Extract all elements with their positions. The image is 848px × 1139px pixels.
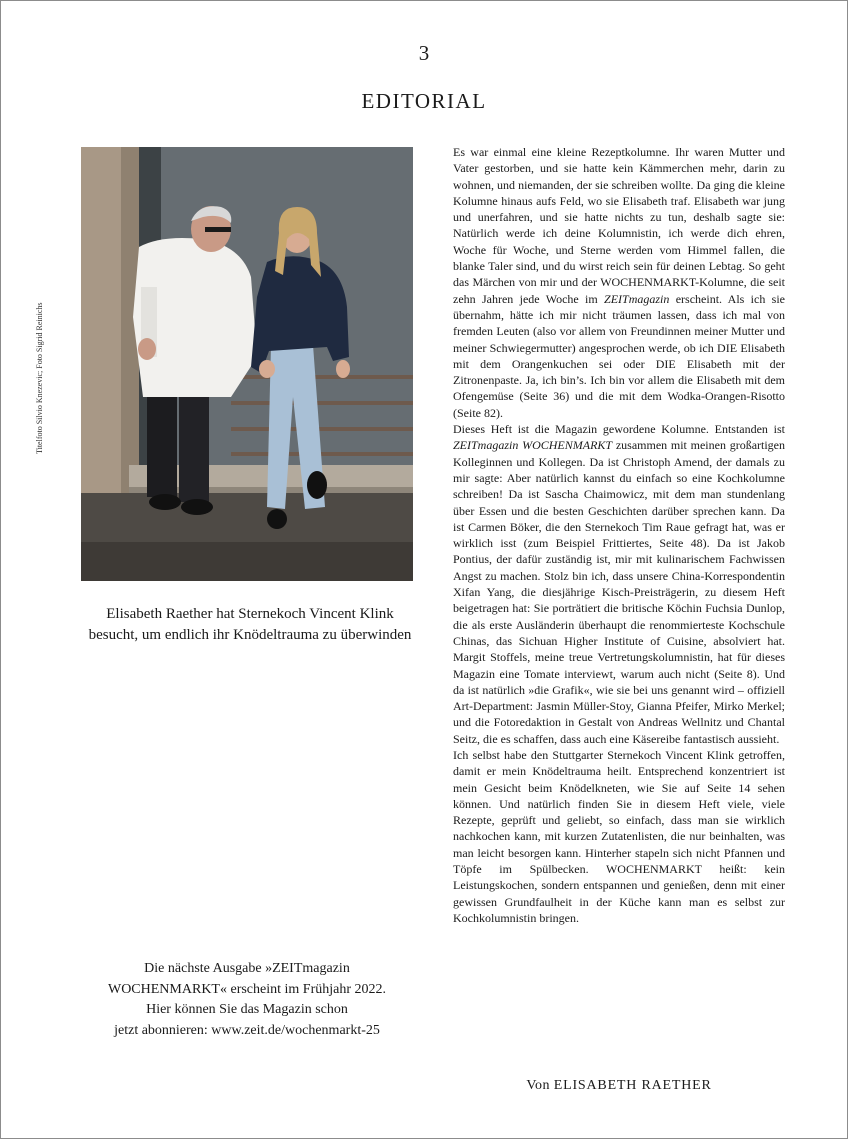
body-text-run: Dieses Heft ist die Magazin gewordene Kolumne. Entstanden ist [453, 422, 785, 437]
body-paragraph: Ich selbst habe den Stuttgarter Sternekoch Vincent Klink getroffen, damit er mein Knödeltrauma heilt. Entsprechend konzentriert ist mein Gesicht beim Knödelkneten, wie Sie auf Seite 14 sehen können. Und natürlich finden Sie in diesem Heft viele, viele Rezepte, geprüft und geliebt, so einfach, dass man sie wirklich nachkochen kann, mit kurzen Zutatenlisten, die nur beinhalten, was man leicht besorgen kann. Hinterher stapeln sich nicht Pfannen und Töpfe im Spülbecken. WOCHENMARKT heißt: kein Leistungskochen, sondern entspannen und genießen, denn mit einer gewissen Grundfaulheit in der Küche kann man es selbst zur Kochkolumnistin bringen. [453, 747, 785, 925]
notice-line: Hier können Sie das Magazin schon [146, 1002, 348, 1017]
next-issue-notice [81, 959, 413, 1041]
body-text-run: erscheint. Als ich sie übernahm, hätte ich mir nicht träumen lassen, dass ich mal von fremden Leuten (also vor allem von Freundinnen meiner Mutter und meiner Schwiegermutter) angesprochen werde, ob ich DIE Elisabeth mit dem Orangenkuchen sei oder DIE Elisabeth mit der Zitronenpaste. Ja, ich bin’s. Ich bin vor allem die Elisabeth mit dem Ofengemüse (Seite 36) und die mit dem Wodka-Orangen-Risotto (Seite 82). [453, 291, 785, 420]
magazine-name: ZEITmagazin WOCHENMARKT [453, 438, 613, 453]
editorial-photo [81, 147, 413, 581]
magazine-name: ZEITmagazin [604, 291, 670, 306]
author-byline [453, 1078, 785, 1094]
notice-line: jetzt abonnieren: www.zeit.de/wochenmarkt-25 [114, 1022, 380, 1038]
body-text-run: Es war einmal eine kleine Rezeptkolumne. Ihr waren Mutter und Vater gestorben, und sie hatte kein Kämmerchen mehr, darin zu wohnen, und niemanden, der sie schreiben wollte. Da ging die kleine Kolumne hinaus aufs Feld, wo sie Elisabeth traf. Elisabeth war jung und unerfahren, und sie hatte nichts zu tun, deshalb sagte sie: Natürlich werde ich deine Kolumnistin, ich werde dich ehren, Woche für Woche, und Sterne werden vom Himmel fallen, die blanke Taler sind, und du wirst reich sein für deinen Lebtag. So geht das Märchen von mir und der WOCHENMARKT-Kolumne, die seit zehn Jahren jede Woche im [453, 145, 785, 306]
caption-line: besucht, um endlich ihr Knödeltrauma zu überwinden [88, 627, 412, 643]
notice-line: WOCHENMARKT« erscheint im Frühjahr 2022. [107, 981, 387, 997]
author-name: ELISABETH RAETHER [553, 1078, 712, 1093]
notice-line: Die nächste Ausgabe »ZEITmagazin [144, 961, 350, 976]
photo-credit: Titelfoto Silvio Knezevic; Foto Sigrid Reinichs [35, 302, 44, 454]
page-number: 3 [418, 41, 430, 65]
caption-line: Elisabeth Raether hat Sternekoch Vincent Klink [106, 606, 394, 622]
page-title: EDITORIAL [361, 89, 487, 113]
editorial-body [453, 144, 785, 926]
photo-caption [81, 604, 419, 646]
body-paragraph [453, 421, 785, 747]
body-paragraph [453, 144, 785, 421]
photo-illustration [81, 147, 413, 581]
body-text-run: zusammen mit meinen großartigen Kolleginnen und Kollegen. Da ist Christoph Amend, der damals zu mir sagte: Aber natürlich kannst du einfach so eine Kochkolumne schreiben! Da ist Sascha Chaimowicz, mit dem man stundenlang über Essen und die besten Geschichten darüber sprechen kann. Da ist Carmen Böker, die den Sternekoch Tim Raue gefragt hat, was er wirklich isst (zum Beispiel Frittiertes, Seite 48). Da ist Jakob Pontius, der dafür zuständig ist, mir mit kulinarischem Fachwissen Angst zu machen. Stolz bin ich, dass unsere China-Korrespondentin Xifan Yang, die diesjährige Kisch-Preisträgerin, zu diesem Heft beigetragen hat: Sie porträtiert die britische Köchin Fuchsia Dunlop, die als erste Ausländerin überhaupt die renommierteste Kochschule Chinas, das Sichuan Higher Institute of Cuisine, absolviert hat. Margit Stoffels, meine treue Vertretungskolumnistin, hat für dieses Magazin eine Tomate interviewt, warum auch nicht (Seite 8). Und da ist natürlich »die Grafik«, wie sie bei uns genannt wird – offiziell Art-Department: Jasmin Müller-Stoy, Gianna Pfeifer, Mirko Merkel; und die Fotoredaktion in Gestalt von Andreas Wellnitz und Chantal Seitz, die es schaffen, dass auch eine Käsereibe fantastisch aussieht. [453, 438, 786, 746]
byline-prefix: Von [526, 1078, 550, 1093]
